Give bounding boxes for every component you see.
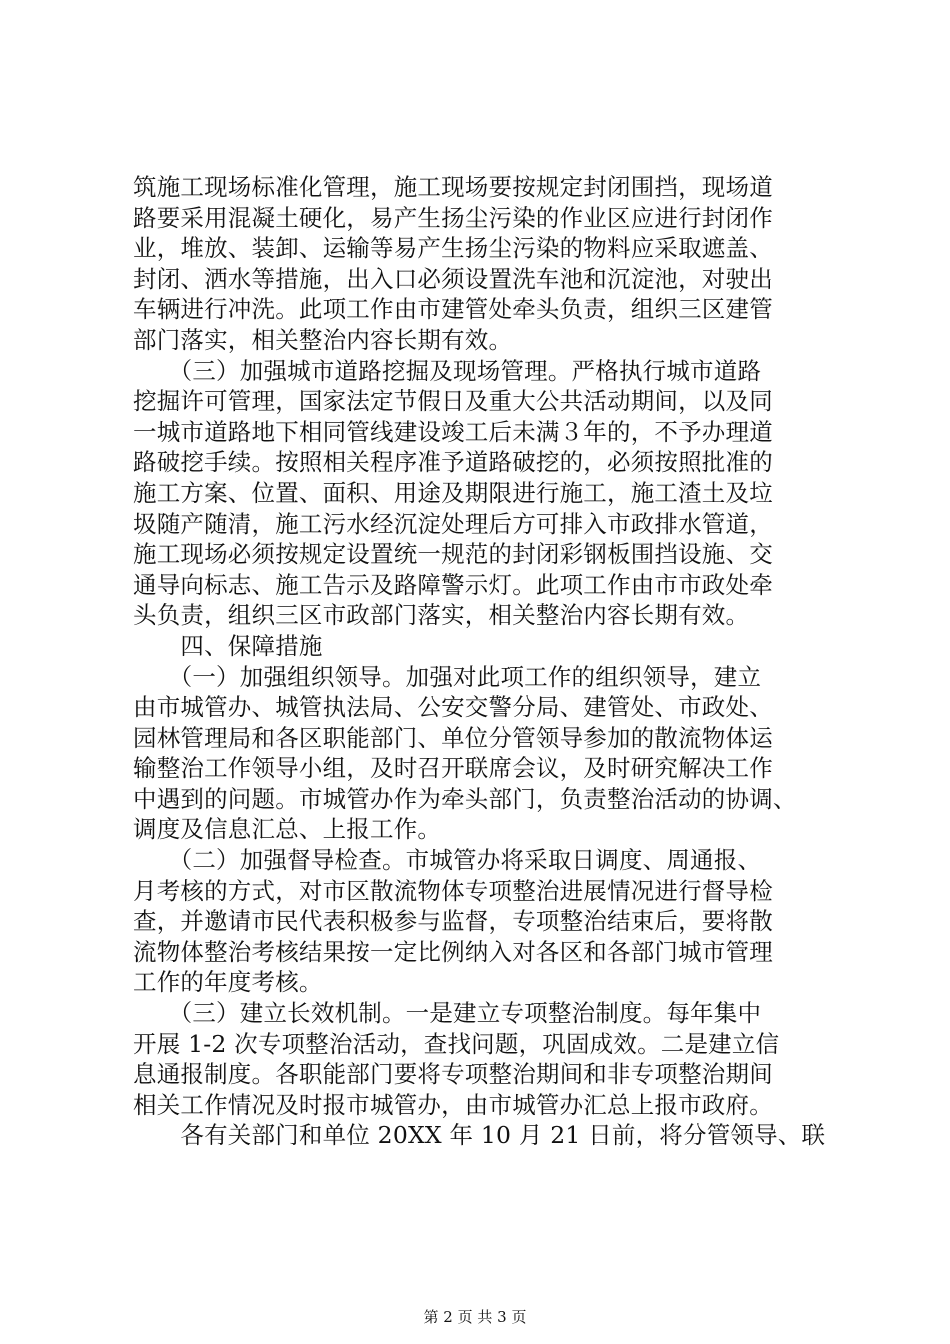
page-number-footer: 第 2 页 共 3 页	[423, 1308, 527, 1326]
text-line: 相关工作情况及时报市城管办，由市城管办汇总上报市政府。	[133, 1090, 773, 1119]
text-line: 筑施工现场标准化管理，施工现场要按规定封闭围挡，现场道	[133, 173, 773, 201]
text-line: 月考核的方式，对市区散流物体专项整治进展情况进行督导检	[133, 876, 773, 905]
text-line: 封闭、洒水等措施，出入口必须设置洗车池和沉淀池，对驶出	[133, 264, 773, 293]
text-line: 输整治工作领导小组，及时召开联席会议，及时研究解决工作	[133, 754, 773, 783]
text-line: 调度及信息汇总、上报工作。	[133, 815, 442, 844]
text-line: 通导向标志、施工告示及路障警示灯。此项工作由市市政处牵	[133, 570, 773, 599]
text-line: 流物体整治考核结果按一定比例纳入对各区和各部门城市管理	[133, 937, 773, 966]
text-line: 息通报制度。各职能部门要将专项整治期间和非专项整治期间	[133, 1060, 773, 1089]
text-line: （一）加强组织领导。加强对此项工作的组织领导，建立	[133, 662, 762, 691]
text-line: 部门落实，相关整治内容长期有效。	[133, 325, 513, 354]
text-line: 工作的年度考核。	[133, 968, 323, 997]
text-line: 施工现场必须按规定设置统一规范的封闭彩钢板围挡设施、交	[133, 540, 773, 569]
text-line: 挖掘许可管理，国家法定节假日及重大公共活动期间，以及同	[133, 387, 773, 416]
section-heading: 四、保障措施	[133, 631, 323, 660]
text-line: （二）加强督导检查。市城管办将采取日调度、周通报、	[133, 846, 762, 875]
text-line: 查，并邀请市民代表积极参与监督，专项整治结束后，要将散	[133, 907, 773, 936]
text-line: 开展 1-2 次专项整治活动，查找问题，巩固成效。二是建立信	[133, 1029, 780, 1058]
body-text	[133, 172, 838, 1151]
text-line: 由市城管办、城管执法局、公安交警分局、建管处、市政处、	[133, 693, 773, 722]
text-line: （三）建立长效机制。一是建立专项整治制度。每年集中	[133, 999, 762, 1028]
text-line: 路要采用混凝土硬化，易产生扬尘污染的作业区应进行封闭作	[133, 203, 773, 232]
text-line: 各有关部门和单位 20XX 年 10 月 21 日前，将分管领导、联	[133, 1121, 826, 1150]
text-line: 车辆进行冲洗。此项工作由市建管处牵头负责，组织三区建管	[133, 295, 773, 324]
text-line: （三）加强城市道路挖掘及现场管理。严格执行城市道路	[133, 356, 762, 385]
text-line: 园林管理局和各区职能部门、单位分管领导参加的散流物体运	[133, 723, 773, 752]
text-line: 圾随产随清，施工污水经沉淀处理后方可排入市政排水管道，	[133, 509, 773, 538]
text-line: 业，堆放、装卸、运输等易产生扬尘污染的物料应采取遮盖、	[133, 234, 773, 263]
text-line: 中遇到的问题。市城管办作为牵头部门，负责整治活动的协调、	[133, 784, 797, 813]
text-line: 一城市道路地下相同管线建设竣工后未满３年的，不予办理道	[133, 417, 773, 446]
text-line: 施工方案、位置、面积、用途及期限进行施工，施工渣土及垃	[133, 478, 773, 507]
text-line: 路破挖手续。按照相关程序准予道路破挖的，必须按照批准的	[133, 448, 773, 477]
text-line: 头负责，组织三区市政部门落实，相关整治内容长期有效。	[133, 601, 750, 630]
